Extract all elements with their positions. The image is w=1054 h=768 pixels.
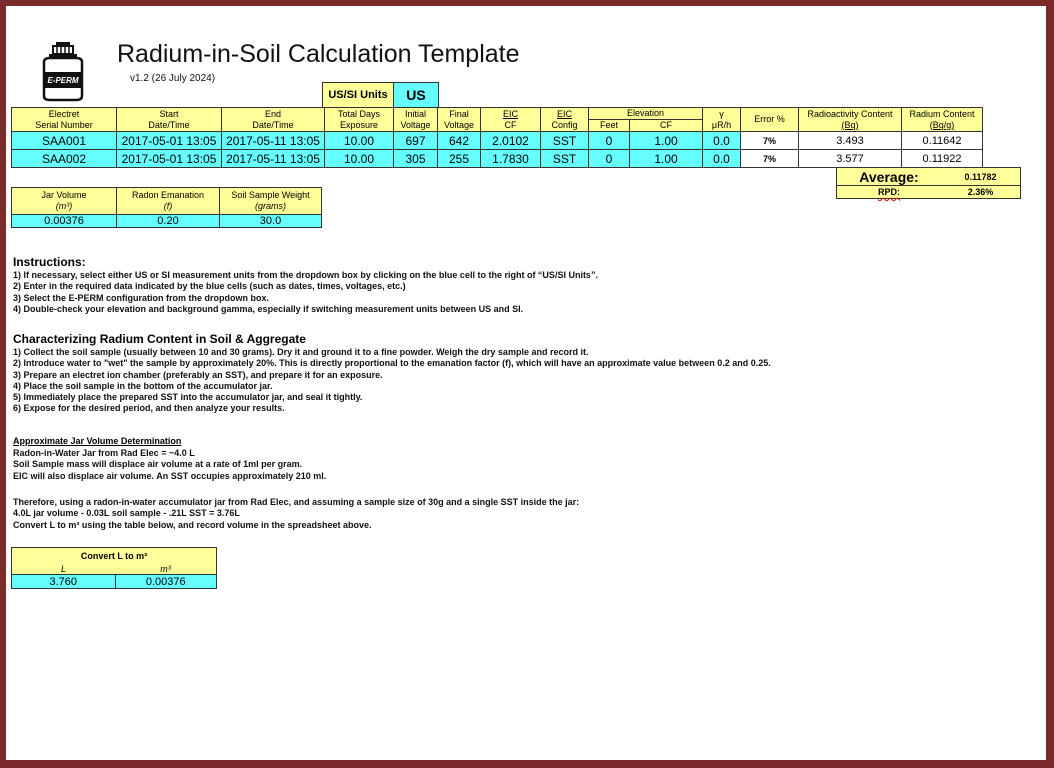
gamma-cell[interactable]: 0.0 bbox=[703, 150, 741, 168]
header-soil-weight: Soil Sample Weight (grams) bbox=[220, 188, 322, 215]
header-days: Total Days Exposure bbox=[325, 108, 394, 132]
page-title: Radium-in-Soil Calculation Template bbox=[117, 40, 520, 68]
radioactivity-cell: 3.577 bbox=[799, 150, 902, 168]
header-eic-cf: EIC CF bbox=[481, 108, 541, 132]
units-dropdown[interactable]: US bbox=[394, 83, 439, 108]
error-cell: 7% bbox=[741, 132, 799, 150]
header-radon-emanation: Radon Emanation (f) bbox=[117, 188, 220, 215]
note-line: Therefore, using a radon-in-water accumulator jar from Rad Elec, and assuming a sample size of 30g and a single SST inside the jar: bbox=[13, 497, 580, 507]
header-start: Start Date/Time bbox=[117, 108, 222, 132]
radioactivity-cell: 3.493 bbox=[799, 132, 902, 150]
feet-cell[interactable]: 0 bbox=[589, 150, 630, 168]
instruction-line: 1) If necessary, select either US or SI measurement units from the dropdown box by clicking on the blue cell to the right of “US/SI Units”. bbox=[13, 270, 598, 280]
start-cell[interactable]: 2017-05-01 13:05 bbox=[117, 132, 222, 150]
start-cell[interactable]: 2017-05-01 13:05 bbox=[117, 150, 222, 168]
average-value: 0.11782 bbox=[941, 168, 1021, 186]
emanation-cell[interactable]: 0.20 bbox=[117, 215, 220, 228]
rpd-label: RPD: bbox=[837, 186, 942, 199]
step-line: 2) Introduce water to "wet" the sample by approximately 20%. This is directly proportional to the emanation factor (f), which will have an approximate value between 0.2 and 0.25. bbox=[13, 358, 771, 369]
header-jar-volume: Jar Volume (m³) bbox=[12, 188, 117, 215]
serial-cell[interactable]: SAA002 bbox=[12, 150, 117, 168]
elev-cf-cell: 1.00 bbox=[630, 132, 703, 150]
version-label: v1.2 (26 July 2024) bbox=[130, 73, 216, 84]
jar-volume-cell[interactable]: 0.00376 bbox=[12, 215, 117, 228]
note-line: EIC will also displace air volume. An SST occupies approximately 210 ml. bbox=[13, 470, 327, 481]
convert-table bbox=[11, 547, 217, 589]
convert-col-l: L bbox=[12, 563, 116, 575]
header-end: End Date/Time bbox=[222, 108, 325, 132]
average-box bbox=[836, 167, 1021, 199]
header-initial: Initial Voltage bbox=[394, 108, 438, 132]
feet-cell[interactable]: 0 bbox=[589, 132, 630, 150]
units-label: US/SI Units bbox=[323, 83, 394, 108]
final-cell[interactable]: 255 bbox=[438, 150, 481, 168]
step-line: 3) Prepare an electret ion chamber (preferably an SST), and prepare it for an exposure. bbox=[13, 369, 383, 380]
convert-title: Convert L to m³ bbox=[12, 548, 217, 564]
characterizing-title: Characterizing Radium Content in Soil & Aggregate bbox=[13, 332, 306, 346]
jar-volume-notes bbox=[13, 448, 326, 482]
radium-cell: 0.11922 bbox=[902, 150, 983, 168]
step-line: 6) Expose for the desired period, and then analyze your results. bbox=[13, 403, 285, 414]
note-line: Radon-in-Water Jar from Rad Elec = ~4.0 L bbox=[13, 448, 195, 458]
convert-m3-cell: 0.00376 bbox=[115, 575, 217, 589]
radium-cell: 0.11642 bbox=[902, 132, 983, 150]
config-cell[interactable]: SST bbox=[541, 132, 589, 150]
gamma-cell[interactable]: 0.0 bbox=[703, 132, 741, 150]
table-header-row bbox=[12, 108, 983, 120]
step-line: 4) Place the soil sample in the bottom of the accumulator jar. bbox=[13, 380, 273, 391]
instruction-line: 3) Select the E-PERM configuration from the dropdown box. bbox=[13, 292, 270, 303]
note-line: 4.0L jar volume - 0.03L soil sample - .21L SST = 3.76L bbox=[13, 508, 240, 519]
convert-liters-cell[interactable]: 3.760 bbox=[12, 575, 116, 589]
table-row bbox=[12, 150, 983, 168]
rpd-value: 2.36% bbox=[941, 186, 1021, 199]
eic-cf-cell: 2.0102 bbox=[481, 132, 541, 150]
days-cell: 10.00 bbox=[325, 150, 394, 168]
spreadsheet-page bbox=[6, 6, 1046, 760]
header-radium: Radium Content (Bq/g) bbox=[902, 108, 983, 132]
average-label: Average: bbox=[837, 168, 942, 186]
end-cell[interactable]: 2017-05-11 13:05 bbox=[222, 132, 325, 150]
instruction-line: 2) Enter in the required data indicated by the blue cells (such as dates, times, voltages, etc.) bbox=[13, 281, 406, 292]
header-gamma: γ μR/h bbox=[703, 108, 741, 132]
header-elevation: Elevation bbox=[589, 108, 703, 120]
serial-cell[interactable]: SAA001 bbox=[12, 132, 117, 150]
end-cell[interactable]: 2017-05-11 13:05 bbox=[222, 150, 325, 168]
header-elev-cf: CF bbox=[630, 120, 703, 132]
header-radioactivity: Radioactivity Content (Bq) bbox=[799, 108, 902, 132]
step-line: 1) Collect the soil sample (usually between 10 and 30 grams). Dry it and ground it to a fine powder. Weigh the dry sample and record it. bbox=[13, 347, 589, 357]
header-error: Error % bbox=[741, 108, 799, 132]
convert-col-m3: m³ bbox=[115, 563, 217, 575]
instructions-title: Instructions: bbox=[13, 255, 86, 269]
characterizing-list bbox=[13, 347, 771, 415]
soil-weight-cell[interactable]: 30.0 bbox=[220, 215, 322, 228]
e-perm-logo-icon bbox=[36, 38, 90, 102]
step-line: 5) Immediately place the prepared SST into the accumulator jar, and seal it tightly. bbox=[13, 392, 363, 403]
config-cell[interactable]: SST bbox=[541, 150, 589, 168]
elev-cf-cell: 1.00 bbox=[630, 150, 703, 168]
units-selector bbox=[322, 82, 439, 108]
instructions-list bbox=[13, 270, 598, 315]
jar-volume-title: Approximate Jar Volume Determination bbox=[13, 436, 182, 446]
eic-cf-cell: 1.7830 bbox=[481, 150, 541, 168]
final-cell[interactable]: 642 bbox=[438, 132, 481, 150]
initial-cell[interactable]: 305 bbox=[394, 150, 438, 168]
measurement-table bbox=[11, 107, 983, 168]
jar-table bbox=[11, 187, 322, 228]
error-cell: 7% bbox=[741, 150, 799, 168]
initial-cell[interactable]: 697 bbox=[394, 132, 438, 150]
calculation-notes bbox=[13, 497, 579, 531]
note-line: Soil Sample mass will displace air volume at a rate of 1ml per gram. bbox=[13, 459, 303, 470]
header-final: Final Voltage bbox=[438, 108, 481, 132]
instruction-line: 4) Double-check your elevation and background gamma, especially if switching measurement units between US and SI. bbox=[13, 303, 524, 314]
header-electret: Electret Serial Number bbox=[12, 108, 117, 132]
days-cell: 10.00 bbox=[325, 132, 394, 150]
note-line: Convert L to m³ using the table below, and record volume in the spreadsheet above. bbox=[13, 519, 372, 530]
header-eic-config: EIC Config bbox=[541, 108, 589, 132]
header-feet: Feet bbox=[589, 120, 630, 132]
table-row bbox=[12, 132, 983, 150]
logo-text: E-PERM bbox=[47, 76, 79, 85]
